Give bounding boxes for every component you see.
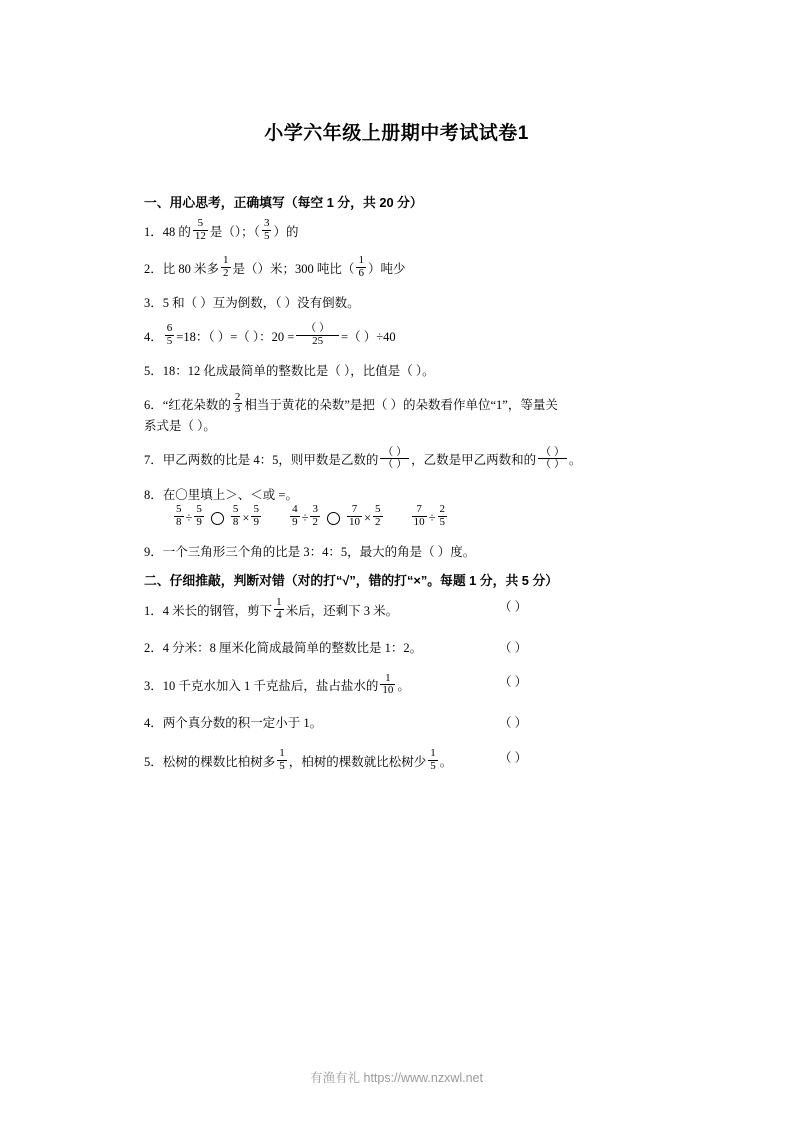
question-2-5	[144, 747, 649, 774]
j5-answer-blank[interactable]: （ ）	[499, 750, 528, 765]
q8-expression-3	[410, 503, 449, 530]
op-divide-1: ÷	[185, 510, 193, 525]
op-divide-3: ÷	[428, 510, 436, 525]
q8-text: 在〇里填上＞、＜或 =。	[162, 487, 298, 502]
fraction-5-8-a: $\frac{5}{8}$	[176, 503, 182, 528]
fraction-5-9-b: $\frac{5}{9}$	[253, 503, 259, 528]
fraction-7-10-a: $\frac{7}{10}$	[348, 503, 360, 528]
question-1-6	[144, 390, 649, 435]
fraction-5-12: $\frac{5}{12}$	[194, 217, 206, 242]
q8-no: 8．	[144, 487, 163, 502]
j3-answer-blank[interactable]: （ ）	[499, 675, 528, 690]
q5-text: 18：12 化成最简单的整数比是（ ），比值是（ ）。	[162, 364, 435, 379]
compare-circle-2[interactable]	[327, 512, 340, 525]
j2-text-a: 4 分米：8 厘米化简成最简单的整数比是 1：2。	[162, 640, 423, 655]
op-multiply-2: ×	[363, 510, 371, 525]
fraction-2-5: $\frac{2}{5}$	[439, 503, 445, 528]
question-1-1	[144, 217, 649, 244]
q3-text: 5 和（ ）互为倒数，（ ）没有倒数。	[162, 295, 360, 310]
q6-text-b: 相当于黄花的朵数”是把（ ）的朵数看作单位“1”，等量关	[244, 398, 558, 413]
q4-text-b: =（ ）÷40	[341, 329, 396, 344]
fraction-2-3: $\frac{2}{3}$	[234, 390, 241, 416]
q6-text-c: 系式是（ ）。	[144, 419, 216, 434]
j4-text-a: 两个真分数的积一定小于 1。	[162, 716, 323, 731]
q8-expression-1	[172, 503, 263, 530]
q7-text-c: 。	[568, 453, 582, 468]
compare-circle-1[interactable]	[211, 512, 224, 525]
question-1-9	[144, 543, 649, 561]
section-2-heading: 二、仔细推敲，判断对错（对的打“√”，错的打“×”。每题 1 分，共 5 分）	[144, 572, 559, 588]
q2-text-a: 比 80 米多	[162, 261, 220, 276]
q1-text-d: ）的	[273, 224, 299, 239]
j1-text-b: 米后，还剩下 3 米。	[285, 603, 399, 618]
fraction-1-5-b: $\frac{1}{5}$	[430, 747, 436, 772]
q6-text-a: “红花朵数的	[162, 398, 231, 413]
question-1-2	[144, 254, 649, 281]
j2-no: 2．	[144, 640, 163, 655]
j1-answer-blank[interactable]: （ ）	[499, 599, 528, 614]
j1-no: 1．	[144, 603, 163, 618]
question-2-2	[144, 640, 649, 658]
j1-text-a: 4 米长的钢管，剪下	[162, 603, 273, 618]
question-1-4	[144, 322, 649, 349]
j3-no: 3．	[144, 679, 163, 694]
question-1-7	[144, 445, 649, 472]
question-1-8	[144, 486, 649, 530]
j5-text-c: 。	[439, 754, 453, 769]
question-2-4	[144, 715, 649, 733]
j5-text-a: 松树的棵数比柏树多	[162, 754, 276, 769]
q8-expression-2	[288, 503, 384, 530]
q7-no: 7．	[144, 453, 163, 468]
fraction-6-5: $\frac{6}{5}$	[166, 322, 173, 347]
fraction-1-10: $\frac{1}{10}$	[382, 671, 394, 697]
fraction-7-10-b: $\frac{7}{10}$	[413, 503, 425, 528]
fraction-1-2: $\frac{1}{2}$	[223, 254, 229, 279]
q1-no: 1．	[144, 224, 163, 239]
op-multiply-1: ×	[242, 510, 250, 525]
j4-answer-blank[interactable]: （ ）	[499, 716, 528, 731]
q9-text: 一个三角形三个角的比是 3：4：5，最大的角是（ ）度。	[162, 544, 476, 559]
q5-no: 5．	[144, 364, 163, 379]
q3-no: 3．	[144, 295, 163, 310]
q2-text-d: ）吨少	[367, 261, 406, 276]
j3-text-b: 。	[397, 679, 410, 694]
q2-no: 2．	[144, 261, 163, 276]
q1-text-c: ）；（	[234, 224, 260, 239]
fraction-blank-blank-1: $\frac{( )}{( )}$	[382, 445, 408, 471]
j4-no: 4．	[144, 716, 163, 731]
fraction-1-5-a: $\frac{1}{5}$	[279, 747, 285, 772]
fraction-3-5: $\frac{3}{5}$	[263, 217, 270, 242]
fraction-1-4: $\frac{1}{4}$	[276, 595, 282, 621]
fraction-blank-blank-2: $\frac{( )}{( )}$	[540, 445, 565, 471]
section-1-heading: 一、用心思考，正确填写（每空 1 分，共 20 分）	[144, 195, 423, 210]
fraction-4-9: $\frac{4}{9}$	[292, 503, 298, 528]
j3-text-a: 10 千克水加入 1 千克盐后，盐占盐水的	[162, 679, 379, 694]
question-2-3	[144, 671, 649, 698]
fraction-1-6: $\frac{1}{6}$	[358, 254, 364, 279]
page-title: 小学六年级上册期中考试试卷1	[264, 123, 529, 144]
q4-text-a: =18：（ ）=（ ）：20 =	[176, 329, 295, 344]
q4-no: 4．	[144, 329, 163, 344]
exam-content	[144, 196, 649, 791]
q8-expressions	[172, 503, 649, 530]
j2-answer-blank[interactable]: （ ）	[499, 640, 528, 655]
q1-text-a: 48 的	[162, 224, 191, 239]
question-1-5	[144, 362, 649, 380]
q2-text-b: 是（	[232, 261, 258, 276]
q7-text-a: 甲乙两数的比是 4：5，则甲数是乙数的	[162, 453, 379, 468]
question-1-3	[144, 294, 649, 312]
fraction-blank-25: $\frac{( )}{25}$	[296, 323, 339, 347]
fraction-3-2: $\frac{3}{2}$	[312, 503, 318, 528]
question-2-1	[144, 595, 649, 623]
j5-no: 5．	[144, 754, 163, 769]
watermark: 有渔有礼 https://www.nzxwl.net	[310, 1071, 483, 1085]
q7-text-b: ，乙数是甲乙两数和的	[411, 453, 537, 468]
op-divide-2: ÷	[301, 510, 309, 525]
j5-text-b: ，柏树的棵数就比松树少	[288, 754, 427, 769]
q2-text-c: ）米；300 吨比（	[257, 261, 355, 276]
q6-no: 6．	[144, 398, 163, 413]
fraction-5-9-a: $\frac{5}{9}$	[196, 503, 202, 528]
q1-text-b: 是（	[209, 224, 235, 239]
fraction-5-2: $\frac{5}{2}$	[375, 503, 381, 528]
q9-no: 9．	[144, 544, 163, 559]
fraction-5-8-b: $\frac{5}{8}$	[232, 503, 239, 528]
